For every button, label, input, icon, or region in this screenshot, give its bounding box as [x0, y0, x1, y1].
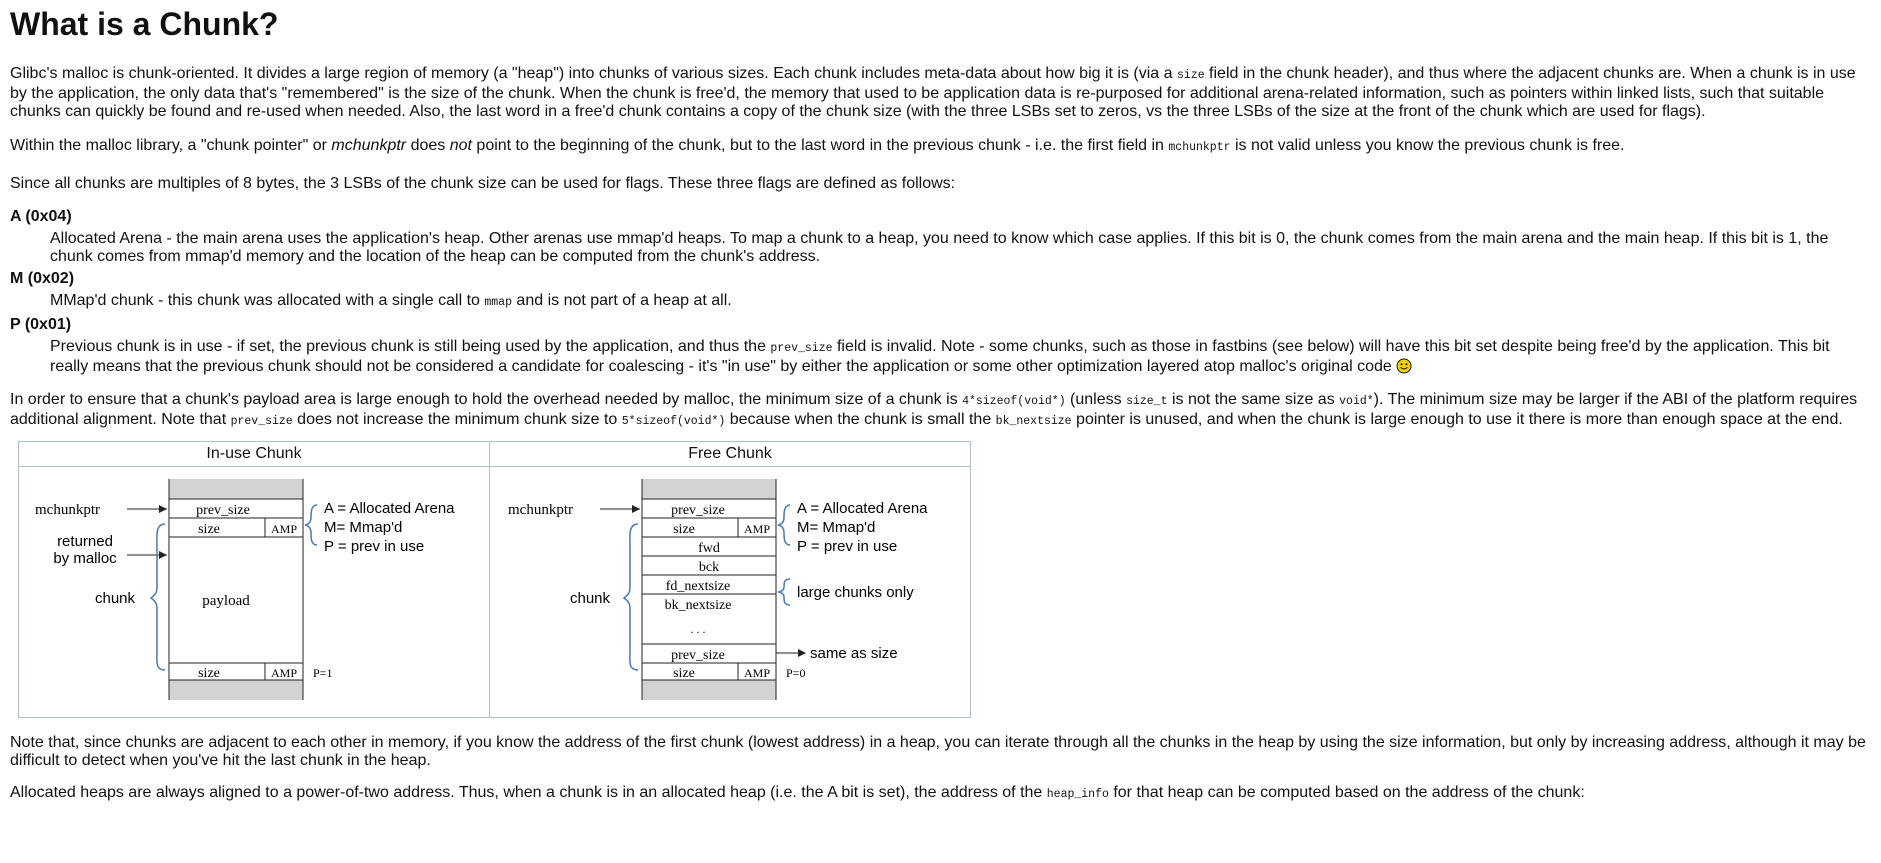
p1-label: P=1 [313, 666, 333, 680]
flags-intro-paragraph: Since all chunks are multiples of 8 bytes, the 3 LSBs of the chunk size can be used for flags. These three flags are defined as follows: [10, 175, 956, 192]
flag-desc-a: Allocated Arena - the main arena uses the application's heap. Other arenas use mmap'd heaps. To map a chunk to a heap, you need to know which case applies. If this bit is 0, the chunk comes from the main arena and the main heap. If this bit is 1, the chunk comes from mmap'd memory and the location of the heap can be computed from the chunk's address. [50, 230, 1829, 265]
flag-term-a: A (0x04) [10, 208, 72, 225]
inuse-chunk-diagram [19, 467, 489, 712]
large-chunks-brace [779, 579, 790, 605]
flags-list [10, 208, 1871, 376]
inuse-chunk-header: In-use Chunk [19, 442, 490, 467]
flag-desc-m: MMap'd chunk - this chunk was allocated with a single call to mmap and is not part of a heap at all. [50, 292, 732, 309]
document-page [0, 3, 1881, 804]
by-malloc-label: by malloc [53, 550, 117, 567]
next-amp-field: AMP [270, 666, 298, 680]
free-chunk-diagram [490, 467, 970, 712]
intro-paragraph: Glibc's malloc is chunk-oriented. It divides a large region of memory (a "heap") into chunks of various sizes. Each chunk includes meta-data about how big it is (via a size field in the chunk header), and thus where the adjacent chunks are. When a chunk is in use by the application, the only data that's "remembered" is the size of the chunk. When the chunk is free'd, the memory that used to be application data is re-purposed for additional arena-related information, such as pointers within linked lists, such that suitable chunks can quickly be found and re-used when needed. Also, the last word in a free'd chunk contains a copy of the chunk size (with the three LSBs set to zeros, vs the three LSBs of the size at the front of the chunk which are used for flags). [10, 65, 1856, 120]
amp-field: AMP [270, 522, 298, 536]
alignment-paragraph: Allocated heaps are always aligned to a power-of-two address. Thus, when a chunk is in an allocated heap (i.e. the A bit is set), the address of the heap_info for that heap can be computed based on the address of the chunk: [10, 784, 1585, 801]
large-chunks-label: large chunks only [797, 584, 914, 601]
free-chunk-brace [624, 524, 638, 670]
prev-size-field: prev_size [196, 503, 250, 518]
chunk-pointer-paragraph: Within the malloc library, a "chunk pointer" or mchunkptr does not point to the beginning of the chunk, but to the last word in the previous chunk - i.e. the first field in mchunkptr is not valid unless you know the previous chunk is free. [10, 137, 1625, 154]
fd-nextsize-field: fd_nextsize [665, 579, 731, 594]
free-next-amp-field: AMP [743, 666, 771, 680]
bk-nextsize-field: bk_nextsize [664, 598, 732, 613]
free-tail-prev-size-field: prev_size [671, 648, 725, 663]
inline-code: size [1176, 69, 1205, 82]
mchunkptr-label: mchunkptr [35, 502, 100, 518]
flag-a-label: A = Allocated Arena [324, 500, 455, 517]
chunk-diagram-table [18, 441, 971, 718]
p0-label: P=0 [786, 666, 806, 680]
inline-code: mchunkptr [1168, 141, 1231, 154]
flag-term-m: M (0x02) [10, 270, 75, 287]
free-chunk-cell [490, 467, 971, 718]
free-flag-p-label: P = prev in use [797, 538, 898, 555]
page-title: What is a Chunk? [10, 6, 279, 42]
chunk-label: chunk [95, 590, 136, 607]
free-prev-size-field: prev_size [671, 503, 725, 518]
free-size-field: size [673, 522, 695, 537]
ellipsis-label: . . . [690, 622, 706, 636]
free-amp-field: AMP [743, 522, 771, 536]
free-flags-brace [778, 505, 790, 545]
free-chunk-header: Free Chunk [490, 442, 971, 467]
fwd-field: fwd [698, 541, 720, 556]
flag-p-label: P = prev in use [324, 538, 425, 555]
flag-term-p: P (0x01) [10, 316, 72, 333]
size-field: size [198, 522, 220, 537]
min-size-paragraph: In order to ensure that a chunk's payload area is large enough to hold the overhead needed by malloc, the minimum size of a chunk is 4*sizeof(void*) (unless size_t is not the same size as void*). The minimum size may be larger if the ABI of the platform requires additional alignment. Note that prev_size does not increase the minimum chunk size to 5*sizeof(void*) because when the chunk is small the bk_nextsize pointer is unused, and when the chunk is large enough to use it there is more than enough space at the end. [10, 391, 1858, 428]
free-flag-a-label: A = Allocated Arena [797, 500, 928, 517]
smiley-icon [1396, 358, 1412, 374]
flags-brace [305, 505, 317, 545]
free-mchunkptr-label: mchunkptr [508, 502, 573, 518]
flag-desc-p: Previous chunk is in use - if set, the previous chunk is still being used by the application, and thus the prev_size field is invalid. Note - some chunks, such as those in fastbins (see below) will have this bit set despite being free'd by the application. This bit really means that the previous chunk should not be considered a candidate for coalescing - it's "in use" by either the application or some other optimization layered atop malloc's original code [50, 338, 1830, 375]
same-as-size-label: same as size [810, 645, 898, 662]
free-next-size-field: size [673, 666, 695, 681]
next-chunk-gray [169, 680, 303, 700]
returned-label: returned [57, 533, 113, 550]
prev-chunk-gray [169, 479, 303, 499]
next-size-field: size [198, 666, 220, 681]
free-flag-m-label: M= Mmap'd [797, 519, 876, 536]
inuse-chunk-cell [19, 467, 490, 718]
bck-field: bck [698, 560, 720, 575]
flag-m-label: M= Mmap'd [324, 519, 403, 536]
chunk-brace [151, 524, 165, 670]
free-chunk-label: chunk [570, 590, 611, 607]
payload-label: payload [202, 593, 250, 609]
iteration-paragraph: Note that, since chunks are adjacent to each other in memory, if you know the address of the first chunk (lowest address) in a heap, you can iterate through all the chunks in the heap by using the size information, but only by increasing address, although it may be difficult to detect when you've hit the last chunk in the heap. [10, 734, 1866, 769]
